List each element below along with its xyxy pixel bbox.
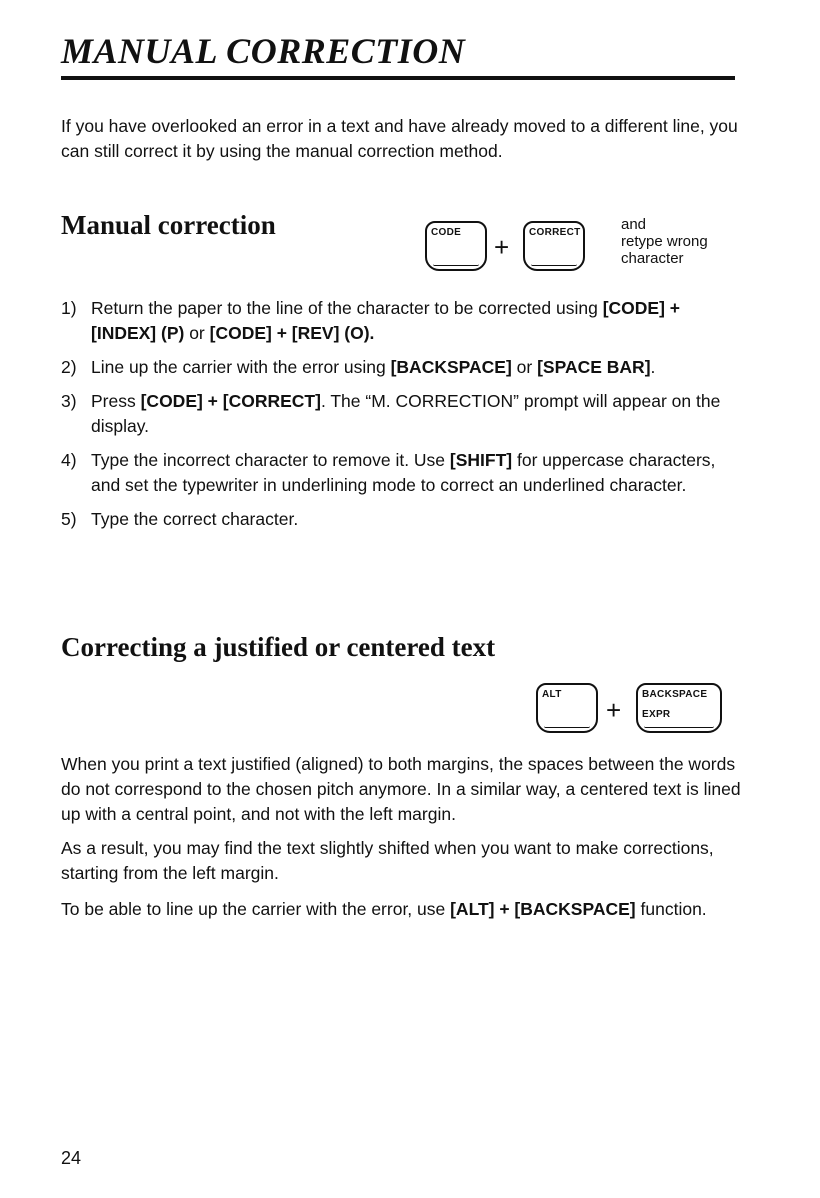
step-text: Press [91,391,141,411]
step-text: . The “M. CORRECTION” prompt will appear on the display. [91,391,721,436]
step-number: 4) [61,450,77,470]
key-note-line: character [621,250,684,267]
expr-key-label: EXPR [642,709,671,720]
step-number: 2) [61,357,77,377]
key-note-line: retype wrong [621,233,708,250]
steps-list [61,296,741,541]
justified-paragraph-1: When you print a text justified (aligned) to both margins, the spaces between the words do not correspond to the chosen pitch anymore. In a similar way, a centered text is lined up with a central point, and not with the left margin. [61,754,741,824]
title-rule [61,76,735,80]
step-key-text: [SHIFT] [449,450,513,470]
justified-paragraph-2: As a result, you may find the text slightly shifted when you want to make corrections, starting from the left margin. [61,838,714,883]
correct-key-icon [523,221,585,271]
para3-text: To be able to line up the carrier with the error, use [61,899,451,919]
code-key-label: CODE [431,227,462,238]
step-text: Type the incorrect character to remove it. Use [91,450,450,470]
step-number: 3) [61,391,77,411]
para3-keys: [ALT] + [BACKSPACE] [450,899,636,919]
step-item [61,507,741,532]
step-text: or [184,323,210,343]
step-key-text: [CODE] + [INDEX] (P) [91,298,681,343]
intro-paragraph: If you have overlooked an error in a text and have already moved to a different line, you can still correct it by using the manual correction method. [61,116,738,161]
step-text: Line up the carrier with the error using [91,357,391,377]
plus-sign: + [494,232,510,262]
section-heading-manual-correction: Manual correction [61,210,276,240]
step-key-text: [CODE] + [CORRECT] [140,391,321,411]
step-item [61,296,741,346]
alt-key-label: ALT [542,689,562,700]
step-text: for uppercase characters, and set the typewriter in underlining mode to correct an underlined character. [91,450,716,495]
key-note [621,216,741,267]
step-item [61,355,741,380]
correct-key-label: CORRECT [529,227,581,238]
justified-paragraph-3 [61,897,741,922]
section-heading-justified-text: Correcting a justified or centered text [61,632,496,662]
step-text: or [511,357,538,377]
alt-key-icon [536,683,598,733]
step-text: . [650,357,656,377]
step-number: 1) [61,298,77,318]
backspace-key-icon [636,683,722,733]
step-text: Return the paper to the line of the character to be corrected using [91,298,603,318]
step-item [61,448,741,498]
step-text: Type the correct character. [91,509,299,529]
key-note-line: and [621,216,647,233]
para3-text-end: function. [635,899,707,919]
step-number: 5) [61,509,77,529]
page-title: MANUAL CORRECTION [61,31,466,71]
step-item [61,389,741,439]
step-key-text: [BACKSPACE] [390,357,512,377]
step-key-text: [CODE] + [REV] (O). [209,323,375,343]
page-number: 24 [61,1148,82,1168]
backspace-key-label: BACKSPACE [642,689,708,700]
code-key-icon [425,221,487,271]
plus-sign: + [606,695,622,725]
step-key-text: [SPACE BAR] [537,357,651,377]
